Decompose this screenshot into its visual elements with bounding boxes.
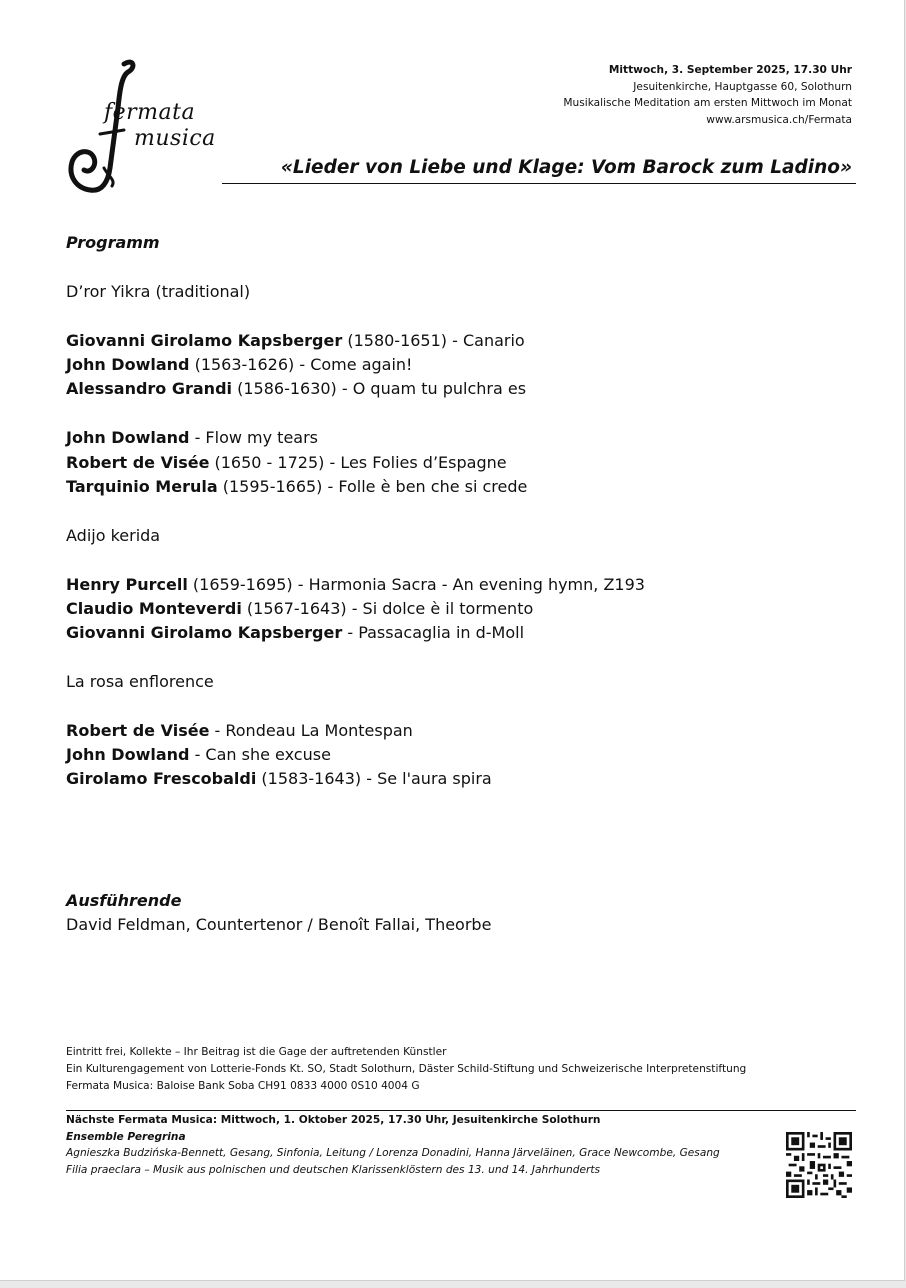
program-piece: (1595-1665) - Folle è ben che si crede: [217, 477, 528, 496]
event-website[interactable]: www.arsmusica.ch/Fermata: [706, 113, 852, 126]
program-composer: John Dowland: [66, 745, 190, 764]
program-item: [66, 355, 412, 375]
program-piece: Adijo kerida: [66, 526, 161, 545]
program-piece: (1650 - 1725) - Les Folies d’Espagne: [209, 453, 507, 472]
program-item: [66, 477, 527, 497]
program-heading: Programm: [66, 233, 160, 252]
program-composer: Giovanni Girolamo Kapsberger: [66, 623, 343, 642]
program-piece: - Flow my tears: [189, 428, 319, 447]
concert-title: «Lieder von Liebe und Klage: Vom Barock zum Ladino»: [280, 157, 852, 178]
event-venue: Jesuitenkirche, Hauptgasse 60, Solothurn: [633, 80, 852, 93]
program-piece: - Passacaglia in d-Moll: [342, 623, 525, 642]
event-header: [563, 62, 852, 128]
program-composer: John Dowland: [66, 355, 190, 374]
footer-divider: [66, 1110, 856, 1111]
title-divider: [222, 183, 856, 184]
program-item: [66, 428, 318, 448]
performers-names: David Feldman, Countertenor / Benoît Fallai, Theorbe: [66, 915, 492, 934]
next-concert-ensemble: Ensemble Peregrina: [66, 1130, 186, 1143]
program-item: [66, 526, 160, 546]
logo-word-fermata: fermata: [104, 100, 196, 125]
program-piece: (1580-1651) - Canario: [342, 331, 525, 350]
qr-code-icon[interactable]: [786, 1132, 852, 1198]
program-item: [66, 745, 331, 765]
program-piece: - Rondeau La Montespan: [209, 721, 413, 740]
footer-bank: Fermata Musica: Baloise Bank Soba CH91 0833 4000 0S10 4004 G: [66, 1080, 420, 1092]
program-composer: Claudio Monteverdi: [66, 599, 242, 618]
logo-word-musica: musica: [134, 126, 216, 151]
program-piece: La rosa enflorence: [66, 672, 214, 691]
program-composer: John Dowland: [66, 428, 190, 447]
program-piece: (1567-1643) - Si dolce è il tormento: [241, 599, 534, 618]
performers-heading: Ausführende: [66, 891, 182, 910]
next-concert-headline: Nächste Fermata Musica: Mittwoch, 1. Oktober 2025, 17.30 Uhr, Jesuitenkirche Solothurn: [66, 1114, 601, 1126]
next-concert-musicians: Agnieszka Budzińska-Bennett, Gesang, Sinfonia, Leitung / Lorenza Donadini, Hanna Järveläinen, Grace Newcombe, Gesang: [66, 1147, 720, 1159]
program-piece: (1586-1630) - O quam tu pulchra es: [232, 379, 527, 398]
next-concert-program: Filia praeclara – Musik aus polnischen und deutschen Klarissenklöstern des 13. und 14. Jahrhunderts: [66, 1163, 600, 1176]
program-composer: Alessandro Grandi: [66, 379, 233, 398]
program-item: [66, 721, 413, 741]
program-item: [66, 453, 507, 473]
program-item: [66, 379, 526, 399]
program-piece: - Can she excuse: [189, 745, 331, 764]
event-date-time: Mittwoch, 3. September 2025, 17.30 Uhr: [608, 64, 852, 76]
program-piece: (1563-1626) - Come again!: [189, 355, 413, 374]
program-piece: (1583-1643) - Se l'aura spira: [256, 769, 492, 788]
program-composer: Robert de Visée: [66, 721, 210, 740]
program-item: [66, 769, 492, 789]
footer-sponsors: Ein Kulturengagement von Lotterie-Fonds Kt. SO, Stadt Solothurn, Däster Schild-Stiftung und Schweizerische Interpretenstiftung: [66, 1063, 747, 1075]
footer-info: [66, 1044, 746, 1095]
program-piece: D’ror Yikra (traditional): [66, 282, 251, 301]
program-piece: (1659-1695) - Harmonia Sacra - An evening hymn, Z193: [187, 575, 645, 594]
next-concert: [66, 1112, 720, 1178]
program-item: [66, 331, 525, 351]
program-item: [66, 599, 533, 619]
fermata-musica-logo: [64, 58, 214, 198]
program-composer: Henry Purcell: [66, 575, 188, 594]
program-composer: Girolamo Frescobaldi: [66, 769, 257, 788]
program-composer: Tarquinio Merula: [66, 477, 218, 496]
program-composer: Robert de Visée: [66, 453, 210, 472]
event-series: Musikalische Meditation am ersten Mittwoch im Monat: [563, 97, 852, 109]
program-item: [66, 282, 250, 302]
program-item: [66, 623, 524, 643]
program-composer: Giovanni Girolamo Kapsberger: [66, 331, 343, 350]
program-item: [66, 672, 214, 692]
program-item: [66, 575, 645, 595]
footer-admission: Eintritt frei, Kollekte – Ihr Beitrag ist die Gage der auftretenden Künstler: [66, 1046, 447, 1058]
